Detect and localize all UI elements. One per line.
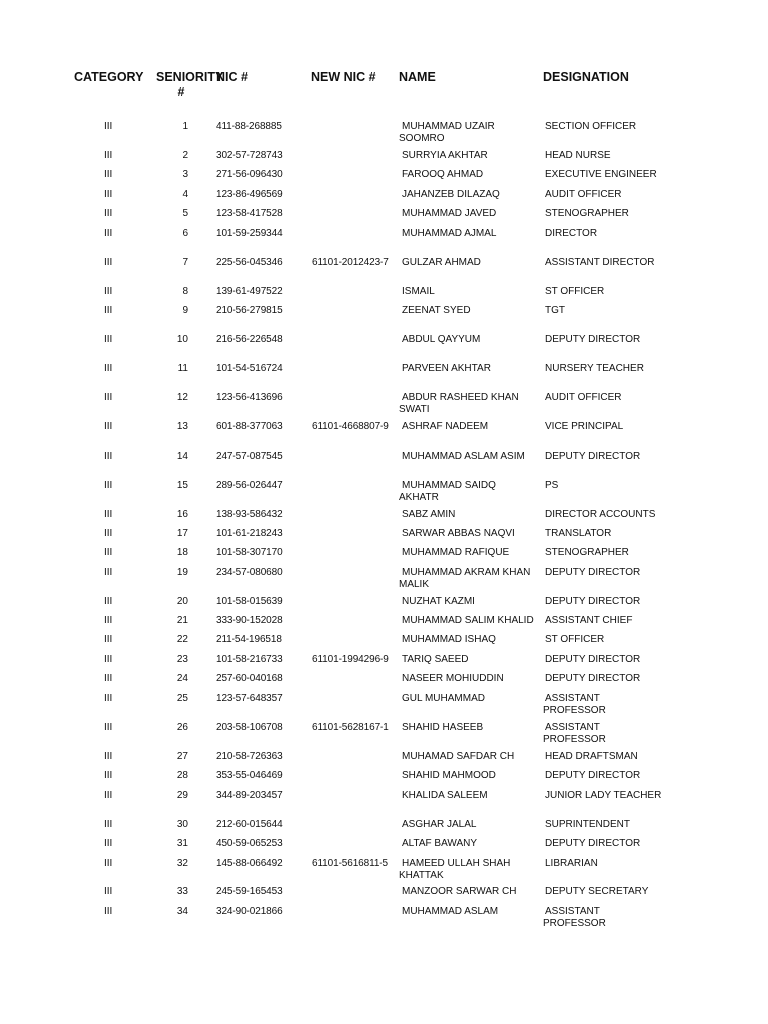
row-category: III [104, 528, 113, 539]
row-seniority: 31 [176, 838, 188, 849]
row-designation: DEPUTY DIRECTOR [545, 770, 641, 781]
row-designation: ASSISTANT CHIEF [545, 615, 633, 626]
row-designation: TRANSLATOR [545, 528, 612, 539]
row-nic: 601-88-377063 [216, 421, 283, 432]
row-designation: STENOGRAPHER [545, 547, 629, 558]
row-nic: 210-58-726363 [216, 751, 283, 762]
row-category: III [104, 257, 113, 268]
row-nic: 344-89-203457 [216, 790, 283, 801]
row-designation: AUDIT OFFICER [545, 189, 622, 200]
row-category: III [104, 334, 113, 345]
row-seniority: 3 [182, 169, 188, 180]
row-seniority: 10 [176, 334, 188, 345]
row-name: MUHAMMAD UZAIR SOOMRO [399, 121, 495, 144]
row-designation: DEPUTY DIRECTOR [545, 654, 641, 665]
row-seniority: 19 [176, 567, 188, 578]
row-seniority: 15 [176, 480, 188, 491]
row-designation: DEPUTY DIRECTOR [545, 451, 641, 462]
row-nic: 450-59-065253 [216, 838, 283, 849]
row-name: MUHAMMAD SAIDQ AKHATR [399, 480, 496, 503]
row-nic: 101-58-307170 [216, 547, 283, 558]
row-seniority: 4 [182, 189, 188, 200]
row-nic: 101-58-015639 [216, 596, 283, 607]
row-name: TARIQ SAEED [402, 654, 469, 665]
row-category: III [104, 751, 113, 762]
row-name: NASEER MOHIUDDIN [402, 673, 504, 684]
row-name: GULZAR AHMAD [402, 257, 481, 268]
row-nic: 139-61-497522 [216, 286, 283, 297]
row-category: III [104, 169, 113, 180]
row-name: MUHAMMAD ASLAM [402, 906, 499, 917]
row-designation: DEPUTY DIRECTOR [545, 838, 641, 849]
row-name: SARWAR ABBAS NAQVI [402, 528, 515, 539]
row-category: III [104, 208, 113, 219]
row-name: MUHAMMAD AJMAL [402, 228, 497, 239]
row-designation: PS [545, 480, 559, 491]
row-seniority: 20 [176, 596, 188, 607]
row-designation: ASSISTANT PROFESSOR [543, 906, 606, 929]
row-designation: ASSISTANT DIRECTOR [545, 257, 655, 268]
row-seniority: 27 [176, 751, 188, 762]
row-seniority: 8 [182, 286, 188, 297]
row-category: III [104, 305, 113, 316]
row-designation: ASSISTANT PROFESSOR [543, 693, 606, 716]
row-designation: DEPUTY DIRECTOR [545, 567, 641, 578]
header-nic: NIC # [216, 70, 248, 84]
row-designation: SUPRINTENDENT [545, 819, 631, 830]
row-category: III [104, 392, 113, 403]
row-designation: DIRECTOR [545, 228, 598, 239]
row-seniority: 9 [182, 305, 188, 316]
row-designation: ST OFFICER [545, 634, 605, 645]
row-category: III [104, 363, 113, 374]
row-seniority: 21 [176, 615, 188, 626]
row-name: ASHRAF NADEEM [402, 421, 489, 432]
row-name: GUL MUHAMMAD [402, 693, 485, 704]
row-nic: 123-86-496569 [216, 189, 283, 200]
row-name: MUHAMAD SAFDAR CH [402, 751, 515, 762]
row-nic: 289-56-026447 [216, 480, 283, 491]
row-name: SURRYIA AKHTAR [402, 150, 488, 161]
row-category: III [104, 189, 113, 200]
row-designation: SECTION OFFICER [545, 121, 637, 132]
row-seniority: 5 [182, 208, 188, 219]
row-category: III [104, 654, 113, 665]
row-new-nic: 61101-5628167-1 [312, 722, 389, 733]
row-nic: 210-56-279815 [216, 305, 283, 316]
row-seniority: 26 [176, 722, 188, 733]
row-name: ASGHAR JALAL [402, 819, 477, 830]
row-nic: 216-56-226548 [216, 334, 283, 345]
row-nic: 411-88-268885 [216, 121, 282, 132]
header-category: CATEGORY [74, 70, 144, 84]
row-designation: LIBRARIAN [545, 858, 598, 869]
row-new-nic: 61101-4668807-9 [312, 421, 389, 432]
row-category: III [104, 673, 113, 684]
row-name: SABZ AMIN [402, 509, 456, 520]
row-name: SHAHID MAHMOOD [402, 770, 496, 781]
row-name: PARVEEN AKHTAR [402, 363, 491, 374]
row-seniority: 16 [176, 509, 188, 520]
row-designation: EXECUTIVE ENGINEER [545, 169, 657, 180]
row-seniority: 23 [176, 654, 188, 665]
row-category: III [104, 722, 113, 733]
row-category: III [104, 906, 113, 917]
row-category: III [104, 547, 113, 558]
row-name: MUHAMMAD JAVED [402, 208, 497, 219]
row-nic: 211-54-196518 [216, 634, 282, 645]
row-seniority: 34 [176, 906, 188, 917]
header-name: NAME [399, 70, 436, 84]
row-nic: 302-57-728743 [216, 150, 283, 161]
row-nic: 123-56-413696 [216, 392, 283, 403]
row-category: III [104, 286, 113, 297]
row-category: III [104, 121, 113, 132]
row-designation: TGT [545, 305, 565, 316]
row-seniority: 22 [176, 634, 188, 645]
row-designation: DEPUTY DIRECTOR [545, 334, 641, 345]
row-category: III [104, 150, 113, 161]
row-nic: 324-90-021866 [216, 906, 283, 917]
header-designation: DESIGNATION [543, 70, 629, 84]
row-nic: 138-93-586432 [216, 509, 283, 520]
row-name: MUHAMMAD ISHAQ [402, 634, 496, 645]
row-name: FAROOQ AHMAD [402, 169, 484, 180]
row-designation: VICE PRINCIPAL [545, 421, 624, 432]
row-new-nic: 61101-1994296-9 [312, 654, 389, 665]
row-seniority: 18 [176, 547, 188, 558]
row-seniority: 7 [182, 257, 188, 268]
row-category: III [104, 480, 113, 491]
row-name: MANZOOR SARWAR CH [402, 886, 517, 897]
row-designation: ST OFFICER [545, 286, 605, 297]
header-seniority: SENIORITY # [156, 70, 224, 99]
row-name: HAMEED ULLAH SHAH KHATTAK [399, 858, 511, 881]
row-designation: HEAD DRAFTSMAN [545, 751, 638, 762]
row-designation: DIRECTOR ACCOUNTS [545, 509, 656, 520]
row-category: III [104, 886, 113, 897]
row-category: III [104, 634, 113, 645]
row-designation: DEPUTY DIRECTOR [545, 596, 641, 607]
row-category: III [104, 858, 113, 869]
row-name: ABDUL QAYYUM [402, 334, 481, 345]
row-category: III [104, 567, 113, 578]
row-nic: 245-59-165453 [216, 886, 283, 897]
row-category: III [104, 770, 113, 781]
row-category: III [104, 509, 113, 520]
row-name: ABDUR RASHEED KHAN SWATI [399, 392, 519, 415]
row-designation: DEPUTY SECRETARY [545, 886, 649, 897]
row-category: III [104, 693, 113, 704]
row-category: III [104, 228, 113, 239]
row-seniority: 29 [176, 790, 188, 801]
row-category: III [104, 790, 113, 801]
row-nic: 257-60-040168 [216, 673, 283, 684]
row-name: KHALIDA SALEEM [402, 790, 488, 801]
row-seniority: 33 [176, 886, 188, 897]
row-designation: NURSERY TEACHER [545, 363, 644, 374]
row-nic: 225-56-045346 [216, 257, 283, 268]
row-name: ISMAIL [402, 286, 435, 297]
row-nic: 234-57-080680 [216, 567, 283, 578]
row-category: III [104, 819, 113, 830]
row-nic: 145-88-066492 [216, 858, 283, 869]
row-seniority: 30 [176, 819, 188, 830]
row-seniority: 32 [176, 858, 188, 869]
row-name: ZEENAT SYED [402, 305, 471, 316]
row-seniority: 17 [176, 528, 188, 539]
row-name: NUZHAT KAZMI [402, 596, 475, 607]
row-seniority: 11 [177, 363, 188, 374]
row-seniority: 24 [176, 673, 188, 684]
row-seniority: 13 [176, 421, 188, 432]
row-designation: JUNIOR LADY TEACHER [545, 790, 662, 801]
row-seniority: 28 [176, 770, 188, 781]
row-nic: 212-60-015644 [216, 819, 283, 830]
row-designation: STENOGRAPHER [545, 208, 629, 219]
row-name: MUHAMMAD RAFIQUE [402, 547, 510, 558]
row-nic: 271-56-096430 [216, 169, 283, 180]
row-seniority: 14 [176, 451, 188, 462]
row-nic: 353-55-046469 [216, 770, 283, 781]
row-designation: ASSISTANT PROFESSOR [543, 722, 606, 745]
row-new-nic: 61101-5616811-5 [312, 858, 388, 869]
row-seniority: 6 [182, 228, 188, 239]
row-designation: AUDIT OFFICER [545, 392, 622, 403]
row-name: JAHANZEB DILAZAQ [402, 189, 500, 200]
row-seniority: 1 [182, 121, 188, 132]
row-nic: 101-54-516724 [216, 363, 283, 374]
row-nic: 203-58-106708 [216, 722, 283, 733]
row-nic: 101-58-216733 [216, 654, 283, 665]
row-category: III [104, 421, 113, 432]
row-seniority: 25 [176, 693, 188, 704]
row-seniority: 2 [182, 150, 188, 161]
row-name: ALTAF BAWANY [402, 838, 478, 849]
row-nic: 101-61-218243 [216, 528, 283, 539]
row-name: MUHAMMAD ASLAM ASIM [402, 451, 525, 462]
row-nic: 247-57-087545 [216, 451, 283, 462]
row-designation: HEAD NURSE [545, 150, 611, 161]
row-name: MUHAMMAD SALIM KHALID [402, 615, 534, 626]
row-name: SHAHID HASEEB [402, 722, 484, 733]
row-new-nic: 61101-2012423-7 [312, 257, 389, 268]
row-name: MUHAMMAD AKRAM KHAN MALIK [399, 567, 531, 590]
row-nic: 333-90-152028 [216, 615, 283, 626]
row-category: III [104, 838, 113, 849]
row-category: III [104, 615, 113, 626]
row-category: III [104, 451, 113, 462]
row-nic: 123-57-648357 [216, 693, 283, 704]
header-new-nic: NEW NIC # [311, 70, 376, 84]
row-seniority: 12 [176, 392, 188, 403]
row-designation: DEPUTY DIRECTOR [545, 673, 641, 684]
row-category: III [104, 596, 113, 607]
row-nic: 123-58-417528 [216, 208, 283, 219]
row-nic: 101-59-259344 [216, 228, 283, 239]
